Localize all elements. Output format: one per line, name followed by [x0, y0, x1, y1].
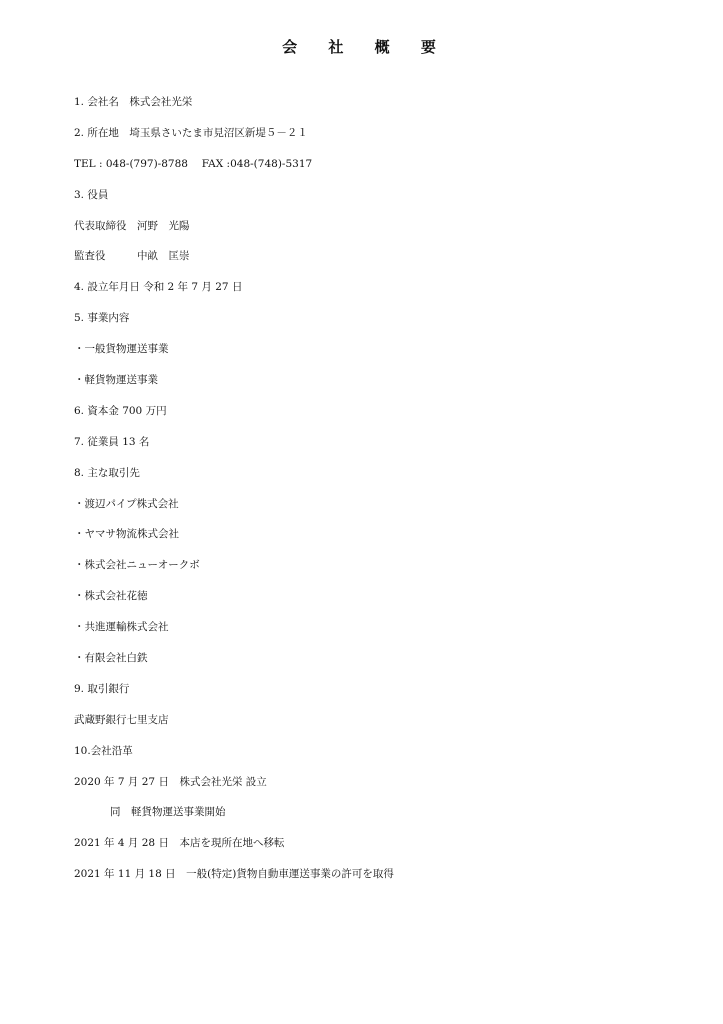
client-item: ・株式会社花徳 — [74, 590, 148, 603]
client-item: ・渡辺パイプ株式会社 — [74, 497, 179, 510]
employees-line: 7. 従業員 13 名 — [74, 435, 150, 448]
auditor-line: 監査役 中畝 匡崇 — [74, 250, 190, 263]
bank-line: 武蔵野銀行七里支店 — [74, 713, 169, 726]
client-item: ・共進運輸株式会社 — [74, 621, 169, 634]
client-item: ・株式会社ニューオークボ — [74, 559, 200, 572]
history-item: 2020 年 7 月 27 日 株式会社光栄 設立 — [74, 775, 267, 788]
history-item: 2021 年 11 月 18 日 一般(特定)貨物自動車運送事業の許可を取得 — [74, 868, 394, 881]
company-name-line: 1. 会社名 株式会社光栄 — [74, 96, 193, 108]
history-item: 2021 年 4 月 28 日 本店を現所在地へ移転 — [74, 837, 285, 850]
page-title: 会 社 概 要 — [282, 38, 449, 56]
business-heading: 5. 事業内容 — [74, 312, 130, 325]
client-item: ・有限会社白鉄 — [74, 652, 148, 665]
history-item: 同 軽貨物運送事業開始 — [110, 806, 226, 819]
business-item: ・軽貨物運送事業 — [74, 374, 158, 387]
business-item: ・一般貨物運送事業 — [74, 343, 169, 356]
clients-heading: 8. 主な取引先 — [74, 466, 140, 479]
company-profile-body — [74, 94, 694, 897]
client-item: ・ヤマサ物流株式会社 — [74, 528, 179, 541]
bank-heading: 9. 取引銀行 — [74, 682, 130, 695]
phone-fax-line: TEL : 048-(797)-8788 FAX :048-(748)-5317 — [74, 157, 313, 170]
representative-director-line: 代表取締役 河野 光陽 — [74, 219, 190, 232]
history-heading: 10.会社沿革 — [74, 744, 133, 757]
capital-line: 6. 資本金 700 万円 — [74, 404, 167, 417]
established-date-line: 4. 設立年月日 令和 2 年 7 月 27 日 — [74, 281, 243, 294]
officers-heading: 3. 役員 — [74, 188, 109, 201]
address-line: 2. 所在地 埼玉県さいたま市見沼区新堤５－２１ — [74, 126, 308, 139]
